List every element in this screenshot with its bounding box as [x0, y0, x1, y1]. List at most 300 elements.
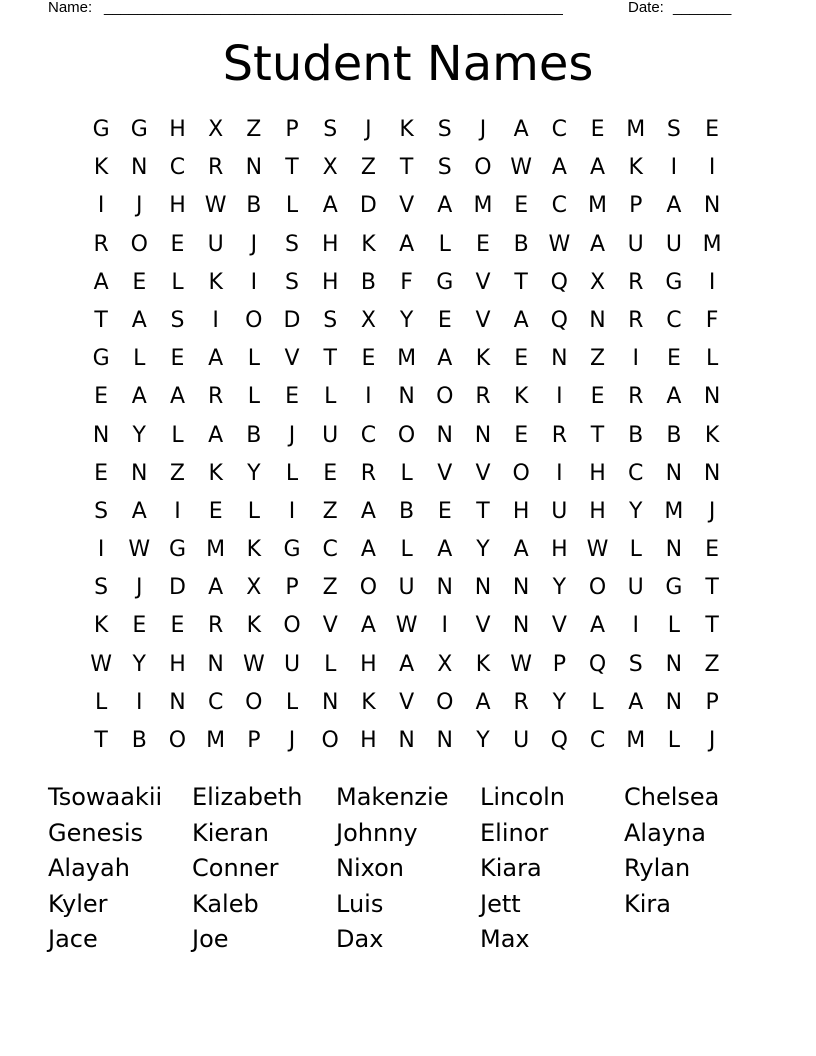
grid-letter: A [93, 269, 109, 295]
grid-letter: E [132, 613, 147, 639]
word-bank-item: Elizabeth [192, 783, 303, 811]
grid-letter: U [322, 422, 339, 448]
grid-letter: S [323, 117, 338, 142]
grid-letter: L [285, 460, 299, 486]
grid-letter: A [513, 537, 529, 563]
grid-letter: D [168, 575, 186, 601]
name-field-blank: _______________________________________________________ [104, 0, 563, 16]
grid-letter: L [247, 498, 260, 524]
grid-letter: O [436, 384, 454, 410]
grid-letter: T [94, 728, 108, 753]
grid-letter: O [436, 689, 454, 715]
date-field-blank: _______ [673, 0, 732, 16]
grid-letter: E [208, 498, 223, 524]
word-bank-item: Genesis [48, 818, 144, 847]
grid-letter: J [479, 117, 487, 142]
grid-letter: A [131, 384, 147, 410]
word-bank-item: Tsowaakii [48, 783, 163, 811]
grid-letter: W [90, 651, 112, 677]
grid-letter: S [437, 155, 452, 181]
grid-letter: Z [589, 346, 606, 372]
word-bank-item: Joe [192, 925, 229, 953]
grid-letter: Z [246, 117, 262, 142]
word-bank-item: Kieran [192, 818, 269, 847]
grid-letter: N [436, 575, 454, 601]
grid-letter: R [360, 460, 377, 486]
grid-letter: A [208, 422, 224, 448]
grid-letter: M [206, 728, 226, 753]
grid-letter: T [94, 307, 108, 333]
word-bank-item: Makenzie [336, 783, 449, 811]
word-bank-item: Johnny [336, 818, 418, 847]
grid-letter: O [512, 460, 530, 486]
grid-letter: H [360, 651, 377, 677]
grid-letter: O [283, 613, 301, 639]
grid-letter: L [133, 346, 146, 372]
grid-letter: E [170, 231, 185, 257]
grid-letter: J [708, 498, 716, 524]
word-bank-item: Kiara [480, 854, 542, 882]
grid-letter: I [670, 155, 678, 181]
grid-letter: K [208, 269, 223, 295]
grid-letter: A [628, 689, 644, 715]
grid-letter: V [475, 460, 491, 486]
grid-letter: E [476, 231, 490, 257]
grid-letter: V [475, 269, 491, 295]
name-label: Name: [48, 0, 93, 16]
grid-letter: U [398, 575, 415, 601]
date-label: Date: [628, 0, 664, 16]
grid-letter: W [395, 613, 418, 639]
grid-letter: T [705, 613, 719, 639]
grid-letter: E [94, 460, 109, 486]
grid-letter: R [208, 155, 224, 181]
grid-letter: O [168, 728, 187, 753]
grid-letter: L [247, 384, 260, 410]
grid-letter: E [437, 498, 452, 524]
grid-letter: D [359, 193, 377, 219]
page-title: Student Names [222, 36, 594, 92]
grid-letter: P [552, 651, 566, 677]
grid-letter: H [321, 269, 339, 295]
word-bank-item: Jace [48, 925, 98, 953]
grid-letter: L [171, 422, 184, 448]
grid-letter: V [437, 460, 453, 486]
grid-letter: C [628, 460, 644, 486]
grid-letter: A [360, 537, 376, 563]
grid-letter: K [246, 613, 262, 639]
grid-letter: N [589, 307, 606, 333]
grid-letter: I [136, 689, 143, 715]
word-bank-item: Alayah [48, 854, 130, 882]
grid-letter: V [322, 613, 338, 639]
grid-letter: I [708, 269, 716, 295]
grid-letter: A [399, 651, 415, 677]
grid-letter: A [437, 537, 453, 563]
grid-letter: F [705, 307, 719, 333]
grid-letter: H [321, 231, 339, 257]
grid-letter: N [436, 728, 454, 753]
grid-letter: A [322, 193, 338, 219]
grid-letter: C [360, 422, 377, 448]
grid-letter: N [703, 193, 721, 219]
grid-letter: G [436, 269, 454, 295]
grid-letter: J [250, 231, 258, 257]
grid-letter: W [204, 193, 227, 219]
grid-letter: Y [132, 651, 146, 677]
grid-letter: K [93, 613, 109, 639]
grid-letter: L [400, 537, 413, 563]
grid-letter: W [128, 537, 151, 563]
grid-letter: X [208, 117, 224, 142]
grid-letter: Q [550, 269, 568, 295]
grid-letter: E [94, 384, 109, 410]
grid-letter: A [475, 689, 491, 715]
grid-letter: S [285, 231, 300, 257]
grid-letter: E [514, 422, 529, 448]
word-bank-item: Kira [624, 889, 671, 918]
grid-letter: M [626, 728, 646, 753]
grid-letter: V [551, 613, 567, 639]
grid-letter: I [556, 460, 563, 486]
word-bank-item: Luis [336, 889, 384, 918]
grid-letter: Q [550, 728, 568, 753]
grid-letter: A [437, 346, 453, 372]
grid-letter: B [246, 422, 262, 448]
grid-letter: P [705, 689, 719, 715]
grid-letter: X [360, 307, 376, 333]
grid-letter: M [473, 193, 493, 219]
grid-letter: P [629, 193, 643, 219]
grid-letter: H [169, 651, 186, 677]
grid-letter: A [131, 498, 147, 524]
grid-letter: C [169, 155, 186, 181]
grid-letter: A [666, 193, 682, 219]
grid-letter: L [705, 346, 719, 372]
grid-letter: R [513, 689, 529, 715]
grid-letter: W [510, 155, 533, 181]
grid-letter: N [512, 575, 530, 601]
grid-letter: B [513, 231, 529, 257]
grid-letter: E [666, 346, 681, 372]
grid-letter: P [247, 728, 261, 753]
grid-letter: A [208, 575, 224, 601]
grid-letter: A [513, 307, 529, 333]
grid-letter: J [708, 728, 716, 753]
grid-letter: O [359, 575, 378, 601]
grid-letter: C [551, 117, 568, 142]
grid-letter: R [628, 384, 644, 410]
grid-letter: E [590, 384, 605, 410]
grid-letter: T [323, 346, 337, 372]
grid-letter: X [322, 155, 338, 181]
grid-letter: I [556, 384, 563, 410]
grid-letter: L [324, 651, 337, 677]
grid-letter: Y [552, 575, 567, 601]
grid-letter: U [551, 498, 568, 524]
grid-letter: N [474, 422, 492, 448]
grid-letter: O [245, 689, 263, 715]
grid-letter: B [246, 193, 262, 219]
grid-letter: K [399, 117, 414, 142]
grid-letter: F [400, 269, 413, 295]
grid-letter: T [285, 155, 299, 181]
grid-letter: K [513, 384, 529, 410]
grid-letter: H [551, 537, 568, 563]
grid-letter: I [288, 498, 296, 524]
grid-letter: E [514, 346, 529, 372]
grid-letter: E [705, 537, 720, 563]
word-bank [48, 780, 768, 958]
grid-letter: K [246, 537, 262, 563]
grid-letter: S [437, 117, 452, 142]
grid-letter: U [665, 231, 682, 257]
grid-letter: O [588, 575, 607, 601]
grid-letter: G [665, 269, 683, 295]
grid-letter: N [321, 689, 339, 715]
grid-letter: R [93, 231, 109, 257]
grid-letter: I [365, 384, 372, 410]
grid-letter: T [514, 269, 528, 295]
grid-letter: I [212, 307, 219, 333]
grid-letter: L [400, 460, 413, 486]
grid-letter: N [207, 651, 224, 677]
grid-letter: G [92, 346, 110, 372]
grid-letter: Z [322, 498, 338, 524]
grid-letter: S [285, 269, 300, 295]
grid-letter: E [361, 346, 376, 372]
grid-letter: I [441, 613, 449, 639]
grid-letter: S [94, 498, 109, 524]
grid-letter: U [513, 728, 530, 753]
grid-letter: L [171, 269, 184, 295]
grid-letter: L [247, 346, 260, 372]
grid-letter: O [397, 422, 416, 448]
grid-letter: W [586, 537, 609, 563]
grid-letter: O [474, 155, 492, 181]
grid-letter: Y [399, 307, 414, 333]
grid-letter: U [627, 575, 644, 601]
grid-letter: K [475, 651, 491, 677]
grid-letter: A [360, 498, 376, 524]
grid-letter: K [704, 422, 720, 448]
grid-letter: Y [628, 498, 643, 524]
grid-letter: O [321, 728, 339, 753]
grid-letter: Y [552, 689, 567, 715]
grid-letter: J [288, 728, 296, 753]
grid-letter: C [589, 728, 606, 753]
grid-letter: J [136, 575, 143, 601]
grid-letter: R [628, 269, 644, 295]
word-bank-item: Jett [480, 889, 521, 918]
grid-letter: K [208, 460, 223, 486]
grid-letter: A [551, 155, 567, 181]
grid-letter: K [475, 346, 491, 372]
grid-letter: X [589, 269, 606, 295]
grid-letter: M [588, 193, 608, 219]
grid-letter: J [365, 117, 372, 142]
grid-letter: N [92, 422, 110, 448]
grid-letter: H [169, 117, 186, 142]
grid-letter: E [132, 269, 147, 295]
grid-letter: A [208, 346, 224, 372]
grid-letter: T [399, 155, 414, 181]
grid-letter: R [475, 384, 491, 410]
word-bank-item: Kyler [48, 889, 108, 918]
grid-letter: I [250, 269, 258, 295]
grid-letter: B [666, 422, 682, 448]
grid-letter: O [245, 307, 263, 333]
grid-letter: K [628, 155, 643, 181]
grid-letter: H [589, 460, 606, 486]
word-bank-item: Chelsea [624, 783, 720, 811]
grid-letter: N [245, 155, 263, 181]
grid-letter: U [283, 651, 301, 677]
grid-letter: R [628, 307, 644, 333]
grid-letter: A [360, 613, 376, 639]
grid-letter: L [285, 193, 299, 219]
grid-letter: N [436, 422, 454, 448]
grid-letter: L [591, 689, 604, 715]
grid-letter: V [475, 613, 491, 639]
grid-letter: L [629, 537, 642, 563]
word-bank-item: Kaleb [192, 889, 259, 918]
grid-letter: N [665, 460, 683, 486]
grid-letter: E [514, 193, 529, 219]
grid-letter: H [169, 193, 186, 219]
grid-letter: E [170, 346, 185, 372]
grid-letter: U [207, 231, 224, 257]
grid-letter: Y [247, 460, 261, 486]
grid-letter: N [131, 460, 148, 486]
grid-letter: P [285, 575, 299, 601]
grid-letter: E [590, 117, 605, 142]
grid-letter: N [665, 537, 683, 563]
word-bank-item: Dax [336, 925, 384, 953]
word-bank-item: Conner [192, 854, 279, 882]
grid-letter: A [513, 117, 529, 142]
grid-letter: Q [550, 307, 568, 333]
grid-letter: A [590, 613, 606, 639]
grid-letter: C [666, 307, 682, 333]
grid-letter: Z [360, 155, 376, 181]
grid-letter: S [323, 307, 338, 333]
grid-letter: T [705, 575, 719, 601]
grid-letter: N [665, 689, 683, 715]
grid-letter: A [399, 231, 415, 257]
grid-letter: E [323, 460, 338, 486]
grid-letter: V [284, 346, 300, 372]
grid-letter: I [97, 537, 105, 563]
grid-letter: L [438, 231, 451, 257]
grid-letter: Z [322, 575, 338, 601]
grid-letter: V [475, 307, 491, 333]
grid-letter: G [665, 575, 683, 601]
word-bank-item: Rylan [624, 854, 691, 882]
grid-letter: X [437, 651, 453, 677]
word-bank-item: Nixon [336, 854, 404, 882]
grid-letter: Y [132, 422, 146, 448]
grid-letter: C [322, 537, 338, 563]
grid-letter: R [208, 613, 224, 639]
grid-letter: K [361, 689, 376, 715]
grid-letter: M [702, 231, 722, 257]
grid-letter: N [398, 384, 415, 410]
grid-letter: M [206, 537, 226, 563]
grid-letter: L [324, 384, 337, 410]
grid-letter: K [361, 231, 376, 257]
grid-letter: S [170, 307, 185, 333]
word-bank-item: Lincoln [480, 783, 566, 811]
grid-letter: J [136, 193, 143, 219]
grid-letter: V [399, 193, 415, 219]
grid-letter: A [437, 193, 453, 219]
grid-letter: L [285, 689, 299, 715]
word-bank-item: Alayna [624, 818, 706, 847]
grid-letter: B [628, 422, 644, 448]
grid-letter: I [97, 193, 105, 219]
grid-letter: H [360, 728, 377, 753]
grid-letter: T [590, 422, 605, 448]
grid-letter: D [283, 307, 301, 333]
grid-letter: N [665, 651, 683, 677]
grid-letter: N [398, 728, 415, 753]
grid-letter: M [626, 117, 646, 142]
grid-letter: A [590, 155, 606, 181]
grid-letter: B [131, 728, 147, 753]
grid-letter: Z [704, 651, 720, 677]
grid-letter: N [703, 384, 721, 410]
grid-letter: W [548, 231, 571, 257]
grid-letter: I [708, 155, 716, 181]
grid-letter: A [666, 384, 682, 410]
grid-letter: P [285, 117, 299, 142]
word-search-grid [82, 111, 731, 760]
grid-letter: M [664, 498, 684, 524]
grid-letter: B [360, 269, 376, 295]
grid-letter: O [130, 231, 148, 257]
grid-letter: C [207, 689, 224, 715]
grid-letter: H [512, 498, 530, 524]
grid-letter: L [667, 613, 681, 639]
grid-letter: J [288, 422, 296, 448]
grid-letter: Q [588, 651, 607, 677]
grid-letter: G [92, 117, 110, 142]
grid-letter: B [399, 498, 415, 524]
grid-letter: N [512, 613, 530, 639]
grid-letter: A [169, 384, 185, 410]
grid-letter: I [632, 613, 639, 639]
grid-letter: N [169, 689, 186, 715]
grid-letter: N [131, 155, 148, 181]
grid-letter: Y [476, 537, 490, 563]
grid-letter: M [397, 346, 417, 372]
grid-letter: Y [476, 728, 490, 753]
grid-letter: A [131, 307, 147, 333]
grid-letter: A [590, 231, 606, 257]
grid-letter: G [130, 117, 148, 142]
grid-letter: N [703, 460, 721, 486]
grid-letter: S [628, 651, 643, 677]
word-bank-item: Elinor [480, 818, 549, 847]
grid-letter: U [627, 231, 644, 257]
grid-letter: Z [169, 460, 185, 486]
grid-letter: I [174, 498, 181, 524]
grid-letter: G [283, 537, 301, 563]
grid-letter: R [208, 384, 224, 410]
grid-letter: H [589, 498, 606, 524]
grid-letter: E [285, 384, 299, 410]
